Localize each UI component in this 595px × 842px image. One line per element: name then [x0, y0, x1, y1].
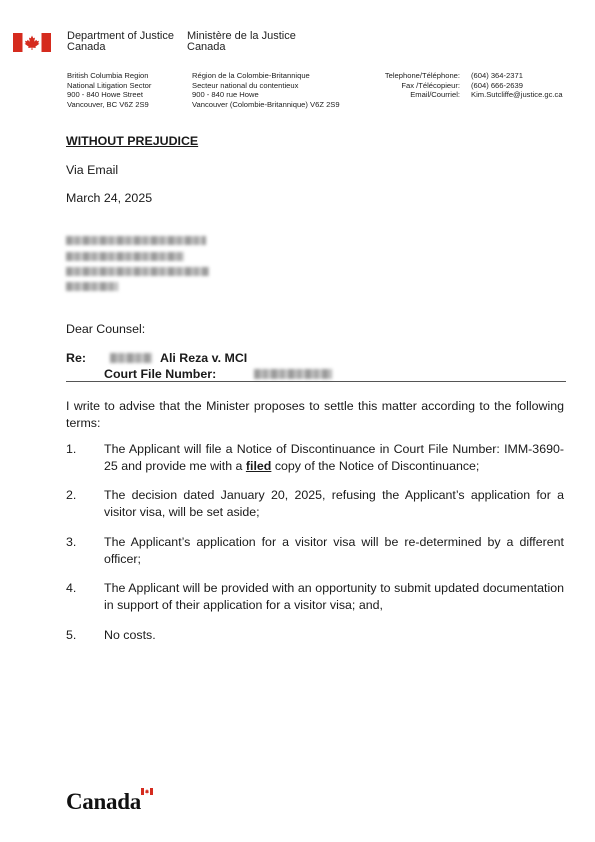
item-number: 2.: [66, 488, 77, 502]
email-link[interactable]: Kim.Sutcliffe@justice.gc.ca: [471, 90, 563, 100]
address-english: [67, 71, 151, 109]
re-divider: [66, 381, 566, 382]
letter-date: March 24, 2025: [66, 191, 153, 205]
re-label: Re:: [66, 351, 86, 365]
settlement-term-1: [104, 441, 564, 475]
salutation: Dear Counsel:: [66, 322, 146, 336]
country-fr: Canada: [187, 41, 226, 53]
contact-values: [471, 71, 563, 100]
item-number: 4.: [66, 581, 77, 595]
term-text: copy of the Notice of Discontinuance;: [271, 459, 480, 473]
address-line: 900 - 840 Howe Street: [67, 90, 143, 100]
redacted-court-file-number: [254, 369, 332, 379]
intro-paragraph: I write to advise that the Minister proposes to settle this matter according to the following terms:: [66, 399, 564, 430]
settlement-term-3: The Applicant’s application for a visitor visa will be re-determined by a different officer;: [104, 535, 564, 566]
contact-label: Telephone/Téléphone:: [384, 71, 460, 80]
department-fr: Ministère de la Justice: [187, 30, 296, 42]
address-line: 900 - 840 rue Howe: [192, 90, 259, 100]
department-name-fr: [187, 31, 296, 53]
address-french: [192, 71, 340, 109]
settlement-term-2: The decision dated January 20, 2025, refusing the Applicant’s application for a visitor visa, will be set aside;: [104, 488, 564, 519]
address-line: National Litigation Sector: [67, 80, 152, 90]
address-line: Région de la Colombie-Britannique: [192, 71, 310, 80]
settlement-term-4: The Applicant will be provided with an opportunity to submit updated documentation in support of their application for a visitor visa; and,: [104, 581, 564, 612]
contact-labels: [352, 71, 460, 100]
department-en: Department of Justice: [67, 30, 174, 42]
item-number: 1.: [66, 442, 77, 456]
delivery-method: Via Email: [66, 163, 119, 177]
filed-emphasis: filed: [245, 459, 272, 473]
address-line: Vancouver, BC V6Z 2S9: [67, 99, 149, 109]
term-text: The Applicant will file a Notice of Discontinuance in Court File Number: IMM-3690-25 and provide me with a: [104, 442, 564, 473]
court-file-label: Court File Number:: [104, 367, 217, 381]
canada-flag-icon: [13, 33, 51, 52]
country-en: Canada: [67, 41, 106, 53]
item-number: 3.: [66, 535, 77, 549]
fax-value: (604) 666-2639: [471, 80, 523, 90]
re-case-name: Ali Reza v. MCI: [160, 351, 248, 365]
wordmark-flag-icon: [141, 788, 153, 795]
redacted-case-prefix: [110, 353, 152, 363]
address-line: British Columbia Region: [67, 71, 149, 80]
department-name-en: [67, 31, 174, 53]
contact-label: Fax /Télécopieur:: [401, 80, 460, 90]
telephone-value: (604) 364-2371: [471, 71, 523, 80]
contact-label: Email/Courriel:: [410, 90, 460, 100]
without-prejudice-heading: WITHOUT PREJUDICE: [66, 134, 199, 148]
settlement-term-5: No costs.: [104, 628, 156, 642]
canada-wordmark: Canada: [66, 789, 141, 814]
item-number: 5.: [66, 628, 77, 642]
address-line: Vancouver (Colombie-Britannique) V6Z 2S9: [192, 99, 340, 109]
address-line: Secteur national du contentieux: [192, 80, 299, 90]
